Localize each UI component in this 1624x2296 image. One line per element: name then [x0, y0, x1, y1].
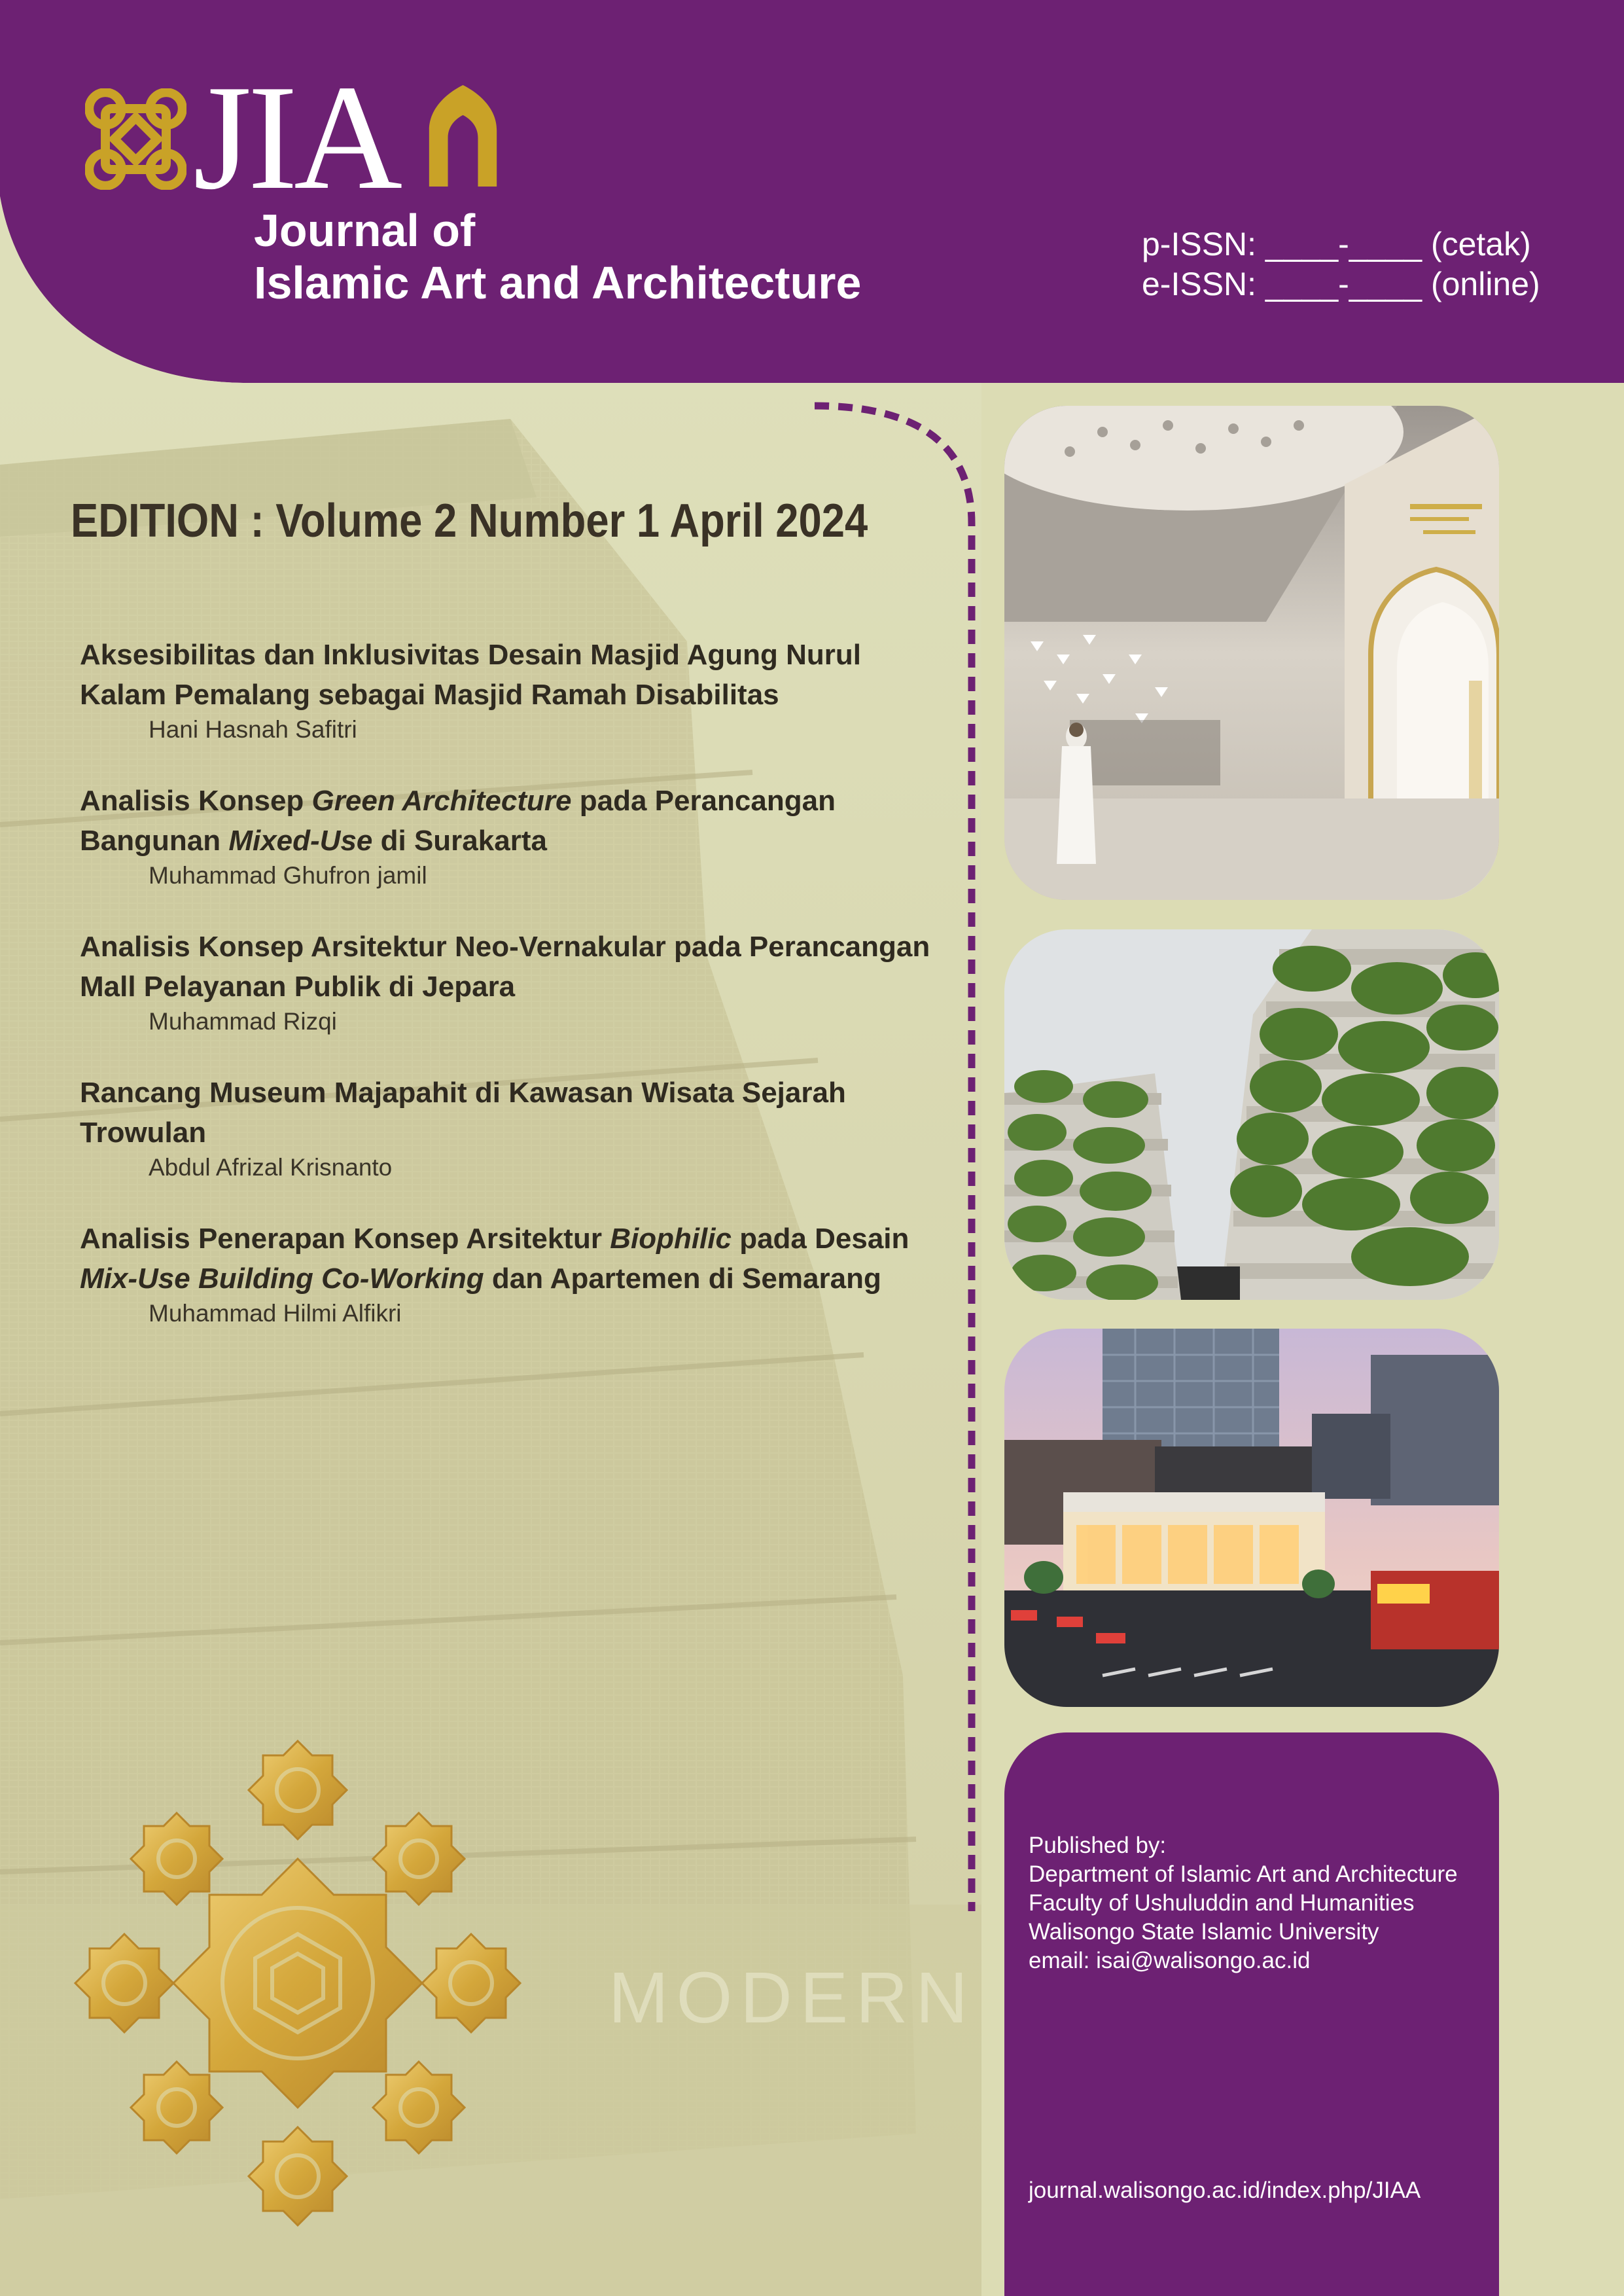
publisher-heading: Published by: [1029, 1833, 1167, 1858]
article-author: Muhammad Rizqi [149, 1008, 337, 1035]
journal-title-line1: Journal of [254, 205, 476, 256]
article-item [80, 1073, 930, 1183]
logo-jia-text: JIA [193, 54, 399, 221]
article-title: Analisis Konsep Green Architecture pada Perancangan Bangunan Mixed-Use di Surakarta [80, 785, 836, 857]
p-issn: p-ISSN: ____-____ (cetak) [1142, 226, 1531, 262]
article-author: Hani Hasnah Safitri [149, 716, 357, 743]
article-title: Aksesibilitas dan Inklusivitas Desain Masjid Agung Nurul Kalam Pemalang sebagai Masjid Ramah Disabilitas [80, 639, 861, 711]
mosque-interior-photo [1004, 406, 1499, 900]
article-title: Rancang Museum Majapahit di Kawasan Wisata Sejarah Trowulan [80, 1077, 846, 1149]
publisher-info [1029, 1831, 1458, 1975]
article-item [80, 635, 930, 745]
publisher-university: Walisongo State Islamic University [1029, 1919, 1379, 1945]
background-sign-text: MODERN [609, 1958, 976, 2038]
article-item [80, 1219, 930, 1329]
mixed-use-city-street-photo [1004, 1329, 1499, 1707]
article-author: Abdul Afrizal Krisnanto [149, 1154, 393, 1181]
journal-title-line2: Islamic Art and Architecture [254, 257, 862, 308]
publisher-faculty: Faculty of Ushuluddin and Humanities [1029, 1890, 1415, 1916]
dotted-divider [811, 393, 981, 1918]
article-author: Muhammad Ghufron jamil [149, 862, 427, 889]
publisher-panel [1004, 1732, 1499, 2296]
article-title: Analisis Penerapan Konsep Arsitektur Biophilic pada Desain Mix-Use Building Co-Working dan Apartemen di Semarang [80, 1223, 909, 1295]
logo-arch-icon [425, 85, 501, 187]
gold-star-ornament [62, 1728, 533, 2238]
article-author: Muhammad Hilmi Alfikri [149, 1300, 402, 1327]
vertical-forest-towers-photo [1004, 929, 1499, 1300]
logo-knot-icon [85, 88, 186, 190]
article-item [80, 927, 930, 1037]
edition-heading: EDITION : Volume 2 Number 1 April 2024 [71, 495, 868, 547]
article-item [80, 781, 930, 891]
publisher-email: email: isai@walisongo.ac.id [1029, 1948, 1311, 1973]
e-issn: e-ISSN: ____-____ (online) [1142, 266, 1540, 302]
journal-url: journal.walisongo.ac.id/index.php/JIAA [1029, 2178, 1421, 2203]
article-title: Analisis Konsep Arsitektur Neo-Vernakular pada Perancangan Mall Pelayanan Publik di Jepara [80, 931, 930, 1003]
publisher-department: Department of Islamic Art and Architecture [1029, 1861, 1458, 1887]
